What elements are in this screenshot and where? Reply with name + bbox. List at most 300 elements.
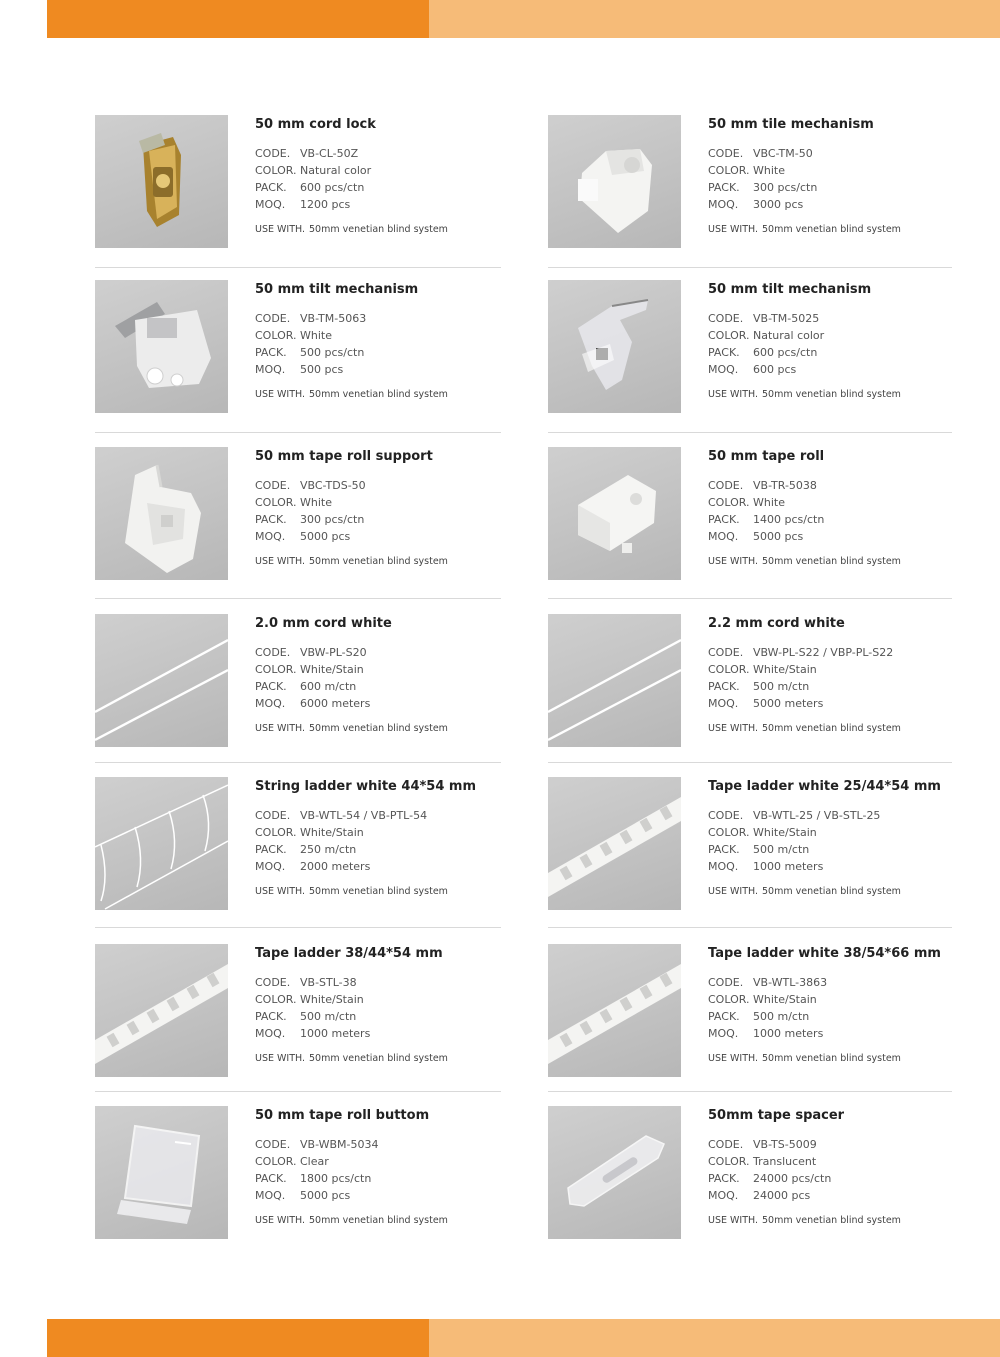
product-title: String ladder white 44*54 mm [255,779,476,794]
use-with-line [708,224,968,235]
code-label: CODE. [255,1138,291,1151]
product-info [255,1106,515,1226]
pack-value: 500 m/ctn [300,1010,357,1023]
moq-label: MOQ. [255,697,286,710]
color-label: COLOR. [708,1155,750,1168]
product-image [548,614,681,747]
color-row [708,826,968,843]
color-label: COLOR. [255,826,297,839]
product-image [95,777,228,910]
pack-value: 300 pcs/ctn [300,513,365,526]
pack-value: 500 pcs/ctn [300,346,365,359]
product-specs [708,1138,968,1206]
product-title: 50 mm tape roll [708,449,825,464]
product-card [95,115,501,250]
product-info [255,115,515,235]
code-value: VB-WBM-5034 [300,1138,379,1151]
use-with-line [255,1215,515,1226]
moq-row [255,198,515,215]
color-label: COLOR. [255,329,297,342]
product-image [548,280,681,413]
code-value: VB-TM-5063 [300,312,367,325]
use-value: 50mm venetian blind system [762,886,901,897]
top-band-light [429,0,1000,38]
moq-row [255,860,515,877]
color-row [708,164,968,181]
product-image [548,447,681,580]
color-row [708,993,968,1010]
moq-value: 5000 pcs [753,530,804,543]
code-label: CODE. [255,976,291,989]
moq-value: 1200 pcs [300,198,351,211]
color-label: COLOR. [708,496,750,509]
moq-label: MOQ. [255,860,286,873]
product-title: 2.2 mm cord white [708,616,845,631]
pack-label: PACK. [255,181,287,194]
product-card [95,777,501,912]
code-row [255,312,515,329]
product-card [95,944,501,1079]
use-with-line [255,556,515,567]
pack-row [708,346,968,363]
pack-row [255,843,515,860]
color-value: White [753,164,785,177]
tape-roll-icon [548,447,681,580]
use-label: USE WITH. [708,556,759,567]
product-specs [708,976,968,1044]
pack-label: PACK. [708,513,740,526]
color-value: Clear [300,1155,329,1168]
pack-row [708,843,968,860]
code-value: VB-TS-5009 [753,1138,817,1151]
product-specs [255,312,515,380]
moq-row [255,363,515,380]
color-row [255,826,515,843]
moq-label: MOQ. [708,1189,739,1202]
cord-lock-icon [95,115,228,248]
string-ladder-icon [95,777,228,910]
pack-label: PACK. [255,1010,287,1023]
use-with-line [708,1053,968,1064]
row-divider [95,598,501,599]
color-value: White/Stain [753,826,817,839]
use-with-line [255,224,515,235]
color-row [255,1155,515,1172]
moq-value: 5000 pcs [300,1189,351,1202]
use-value: 50mm venetian blind system [309,389,448,400]
moq-row [708,1189,968,1206]
use-with-line [708,1215,968,1226]
pack-label: PACK. [708,346,740,359]
pack-label: PACK. [708,1172,740,1185]
code-row [708,147,968,164]
moq-value: 3000 pcs [753,198,804,211]
code-row [255,1138,515,1155]
color-row [255,496,515,513]
pack-row [255,346,515,363]
tape-spacer-icon [548,1106,681,1239]
product-info [255,447,515,567]
product-info [708,1106,968,1226]
product-specs [255,479,515,547]
row-divider [95,432,501,433]
moq-row [255,530,515,547]
moq-row [255,697,515,714]
product-image [548,1106,681,1239]
moq-label: MOQ. [255,1189,286,1202]
product-image [548,115,681,248]
product-image [95,115,228,248]
color-row [255,329,515,346]
product-info [708,944,968,1064]
pack-value: 500 m/ctn [753,680,810,693]
pack-value: 250 m/ctn [300,843,357,856]
code-row [255,479,515,496]
product-title: Tape ladder white 38/54*66 mm [708,946,941,961]
code-value: VBC-TM-50 [753,147,813,160]
color-row [708,496,968,513]
product-card [548,1106,954,1241]
pack-value: 300 pcs/ctn [753,181,818,194]
product-specs [708,312,968,380]
moq-label: MOQ. [708,363,739,376]
pack-value: 600 pcs/ctn [300,181,365,194]
use-label: USE WITH. [255,1053,306,1064]
row-divider [548,927,952,928]
tilt-mechanism-metal-icon [95,280,228,413]
moq-row [708,198,968,215]
use-label: USE WITH. [708,1053,759,1064]
use-value: 50mm venetian blind system [762,556,901,567]
use-value: 50mm venetian blind system [309,1215,448,1226]
row-divider [95,927,501,928]
moq-label: MOQ. [708,530,739,543]
code-row [708,312,968,329]
product-card [548,280,954,415]
use-with-line [708,389,968,400]
color-value: Translucent [753,1155,817,1168]
pack-label: PACK. [708,181,740,194]
color-label: COLOR. [255,993,297,1006]
product-info [708,614,968,734]
pack-label: PACK. [255,680,287,693]
moq-label: MOQ. [255,198,286,211]
tilt-mechanism-icon [548,115,681,248]
code-row [255,646,515,663]
code-value: VB-TM-5025 [753,312,820,325]
color-row [255,993,515,1010]
code-row [708,809,968,826]
use-label: USE WITH. [708,1215,759,1226]
product-card [95,614,501,749]
use-with-line [255,1053,515,1064]
use-value: 50mm venetian blind system [762,1215,901,1226]
bottom-color-band [47,1319,1000,1357]
use-label: USE WITH. [255,886,306,897]
code-value: VB-WTL-54 / VB-PTL-54 [300,809,428,822]
product-card [548,944,954,1079]
color-row [708,663,968,680]
product-specs [255,1138,515,1206]
use-with-line [255,886,515,897]
use-label: USE WITH. [708,723,759,734]
color-value: White/Stain [753,663,817,676]
product-image [95,1106,228,1239]
use-with-line [708,886,968,897]
code-row [708,976,968,993]
pack-row [708,181,968,198]
product-image [95,447,228,580]
color-label: COLOR. [255,496,297,509]
pack-label: PACK. [255,1172,287,1185]
use-label: USE WITH. [708,389,759,400]
moq-row [255,1189,515,1206]
product-image [95,614,228,747]
pack-label: PACK. [708,843,740,856]
use-value: 50mm venetian blind system [309,886,448,897]
moq-row [708,860,968,877]
row-divider [548,598,952,599]
row-divider [548,762,952,763]
pack-value: 600 pcs/ctn [753,346,818,359]
tilt-mechanism-clear-icon [548,280,681,413]
moq-label: MOQ. [708,198,739,211]
color-row [708,329,968,346]
color-value: White/Stain [300,993,364,1006]
pack-row [708,680,968,697]
row-divider [548,432,952,433]
code-value: VB-STL-38 [300,976,357,989]
product-card [548,614,954,749]
product-title: 50 mm cord lock [255,117,376,132]
top-color-band [47,0,1000,38]
pack-value: 500 m/ctn [753,1010,810,1023]
code-value: VBW-PL-S22 / VBP-PL-S22 [753,646,894,659]
code-row [708,1138,968,1155]
cord-icon [548,614,681,747]
code-row [255,809,515,826]
use-value: 50mm venetian blind system [762,1053,901,1064]
code-label: CODE. [708,646,744,659]
bottom-band-light [429,1319,1000,1357]
tape-ladder-icon [95,944,228,1077]
color-value: Natural color [753,329,825,342]
product-title: Tape ladder 38/44*54 mm [255,946,443,961]
moq-label: MOQ. [708,860,739,873]
use-value: 50mm venetian blind system [309,556,448,567]
code-label: CODE. [708,479,744,492]
color-value: White/Stain [300,663,364,676]
code-value: VB-WTL-3863 [753,976,828,989]
product-specs [255,976,515,1044]
color-label: COLOR. [708,826,750,839]
use-label: USE WITH. [708,224,759,235]
product-specs [255,147,515,215]
moq-value: 6000 meters [300,697,371,710]
pack-value: 600 m/ctn [300,680,357,693]
product-card [548,447,954,582]
pack-value: 500 m/ctn [753,843,810,856]
product-title: 50 mm tilt mechanism [255,282,419,297]
product-card [95,1106,501,1241]
code-label: CODE. [708,312,744,325]
code-value: VB-TR-5038 [753,479,817,492]
color-row [255,164,515,181]
color-label: COLOR. [708,164,750,177]
code-value: VB-WTL-25 / VB-STL-25 [753,809,881,822]
color-value: Natural color [300,164,372,177]
code-label: CODE. [255,646,291,659]
use-label: USE WITH. [255,389,306,400]
moq-label: MOQ. [255,363,286,376]
product-info [708,115,968,235]
product-info [708,280,968,400]
pack-value: 1800 pcs/ctn [300,1172,372,1185]
use-value: 50mm venetian blind system [309,224,448,235]
code-label: CODE. [255,312,291,325]
code-row [255,976,515,993]
pack-row [708,513,968,530]
product-info [255,777,515,897]
moq-row [255,1027,515,1044]
code-label: CODE. [708,147,744,160]
product-card [548,115,954,250]
product-info [708,447,968,567]
product-image [548,777,681,910]
product-title: 50 mm tile mechanism [708,117,874,132]
row-divider [95,1091,501,1092]
product-title: 2.0 mm cord white [255,616,392,631]
moq-row [708,1027,968,1044]
product-specs [255,646,515,714]
moq-value: 2000 meters [300,860,371,873]
product-specs [255,809,515,877]
color-row [708,1155,968,1172]
color-label: COLOR. [708,663,750,676]
moq-row [708,697,968,714]
tape-roll-bottom-icon [95,1106,228,1239]
moq-value: 1000 meters [753,860,824,873]
color-value: White [300,329,332,342]
use-with-line [255,723,515,734]
pack-label: PACK. [255,513,287,526]
use-with-line [708,556,968,567]
color-label: COLOR. [255,164,297,177]
pack-row [255,680,515,697]
moq-value: 1000 meters [300,1027,371,1040]
product-title: 50 mm tilt mechanism [708,282,872,297]
row-divider [95,267,501,268]
product-specs [708,479,968,547]
pack-label: PACK. [708,1010,740,1023]
color-label: COLOR. [708,329,750,342]
product-specs [708,646,968,714]
product-image [95,944,228,1077]
use-value: 50mm venetian blind system [762,389,901,400]
pack-value: 1400 pcs/ctn [753,513,825,526]
product-card [548,777,954,912]
moq-value: 600 pcs [753,363,797,376]
use-label: USE WITH. [255,1215,306,1226]
tape-ladder-icon [548,777,681,910]
moq-row [708,363,968,380]
product-title: 50 mm tape roll buttom [255,1108,430,1123]
product-info [255,944,515,1064]
color-label: COLOR. [255,1155,297,1168]
pack-label: PACK. [708,680,740,693]
row-divider [548,267,952,268]
product-card [95,447,501,582]
color-value: White [753,496,785,509]
moq-value: 1000 meters [753,1027,824,1040]
pack-row [255,1172,515,1189]
moq-label: MOQ. [708,1027,739,1040]
pack-row [255,181,515,198]
moq-value: 500 pcs [300,363,344,376]
use-value: 50mm venetian blind system [309,723,448,734]
product-title: 50 mm tape roll support [255,449,433,464]
code-label: CODE. [708,809,744,822]
product-card [95,280,501,415]
code-label: CODE. [708,976,744,989]
color-label: COLOR. [708,993,750,1006]
product-specs [708,809,968,877]
code-label: CODE. [708,1138,744,1151]
bottom-band-dark [47,1319,429,1357]
product-title: 50mm tape spacer [708,1108,845,1123]
product-specs [708,147,968,215]
moq-value: 5000 pcs [300,530,351,543]
use-value: 50mm venetian blind system [309,1053,448,1064]
use-label: USE WITH. [708,886,759,897]
code-row [708,479,968,496]
use-value: 50mm venetian blind system [762,224,901,235]
code-label: CODE. [255,479,291,492]
moq-label: MOQ. [255,1027,286,1040]
moq-row [708,530,968,547]
cord-icon [95,614,228,747]
product-image [548,944,681,1077]
moq-value: 24000 pcs [753,1189,811,1202]
moq-label: MOQ. [255,530,286,543]
top-band-dark [47,0,429,38]
code-label: CODE. [255,809,291,822]
code-row [708,646,968,663]
use-value: 50mm venetian blind system [762,723,901,734]
pack-row [255,513,515,530]
moq-label: MOQ. [708,697,739,710]
color-label: COLOR. [255,663,297,676]
product-image [95,280,228,413]
pack-label: PACK. [255,843,287,856]
code-value: VBW-PL-S20 [300,646,367,659]
use-label: USE WITH. [255,224,306,235]
product-title: Tape ladder white 25/44*54 mm [708,779,941,794]
code-value: VB-CL-50Z [300,147,359,160]
product-info [708,777,968,897]
pack-label: PACK. [255,346,287,359]
pack-row [708,1010,968,1027]
color-value: White [300,496,332,509]
moq-value: 5000 meters [753,697,824,710]
code-label: CODE. [255,147,291,160]
product-info [255,280,515,400]
tape-ladder-icon [548,944,681,1077]
code-row [255,147,515,164]
row-divider [95,762,501,763]
use-with-line [255,389,515,400]
use-label: USE WITH. [255,556,306,567]
